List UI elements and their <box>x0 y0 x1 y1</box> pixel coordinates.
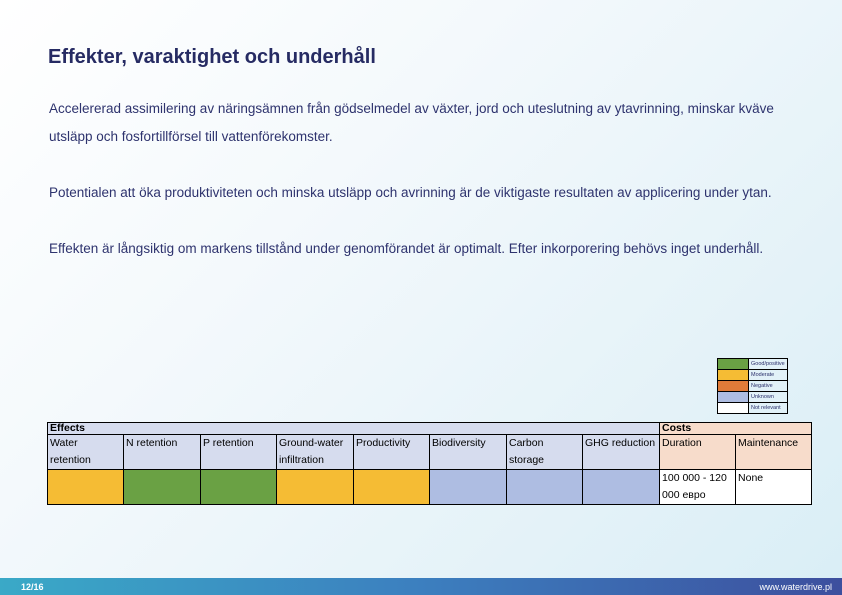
legend-label: Negative <box>749 381 788 392</box>
column-duration: Duration <box>660 435 736 470</box>
column-ghg-reduction: GHG reduction <box>583 435 660 470</box>
color-legend <box>717 358 788 414</box>
paragraph-potential: Potentialen att öka produktiviteten och minska utsläpp och avrinning är de viktigaste resultaten av applicering under ytan. <box>49 185 772 200</box>
legend-row <box>718 359 788 370</box>
paragraph-effects: Accelererad assimilering av näringsämnen från gödselmedel av växter, jord och uteslutning av ytavrinning, minskar kväve utsläpp och fosfortillförsel till vattenförekomster. <box>49 101 774 144</box>
legend-row <box>718 403 788 414</box>
rating-water-retention <box>48 470 124 505</box>
legend-row <box>718 381 788 392</box>
legend-swatch-negative <box>718 381 749 392</box>
column-maintenance: Maintenance <box>736 435 812 470</box>
legend-label: Moderate <box>749 370 788 381</box>
page-title: Effekter, varaktighet och underhåll <box>48 46 376 68</box>
table-column-row <box>48 435 812 470</box>
table-header-row <box>48 423 812 435</box>
rating-biodiversity <box>430 470 507 505</box>
column-n-retention: N retention <box>124 435 201 470</box>
value-maintenance: None <box>736 470 812 505</box>
column-water-retention: Water retention <box>48 435 124 470</box>
column-groundwater-infiltration: Ground-water infiltration <box>277 435 354 470</box>
legend-label: Unknown <box>749 392 788 403</box>
legend-label: Not relevant <box>749 403 788 414</box>
footer-url: www.waterdrive.pl <box>759 582 832 592</box>
legend-swatch-unknown <box>718 392 749 403</box>
table-value-row <box>48 470 812 505</box>
rating-productivity <box>354 470 430 505</box>
legend-swatch-not-relevant <box>718 403 749 414</box>
column-productivity: Productivity <box>354 435 430 470</box>
column-carbon-storage: Carbon storage <box>507 435 583 470</box>
rating-groundwater-infiltration <box>277 470 354 505</box>
rating-carbon-storage <box>507 470 583 505</box>
value-duration: 100 000 - 120 000 евро <box>660 470 736 505</box>
legend-swatch-moderate <box>718 370 749 381</box>
effects-costs-table <box>47 422 812 505</box>
legend-label: Good/positive <box>749 359 788 370</box>
paragraph-duration: Effekten är långsiktig om markens tillstånd under genomförandet är optimalt. Efter inkorporering behövs inget underhåll. <box>49 241 764 256</box>
legend-row <box>718 392 788 403</box>
costs-header: Costs <box>660 423 812 435</box>
legend-swatch-good <box>718 359 749 370</box>
legend-row <box>718 370 788 381</box>
effects-header: Effects <box>48 423 660 435</box>
rating-p-retention <box>201 470 277 505</box>
footer-bar <box>0 578 842 595</box>
rating-ghg-reduction <box>583 470 660 505</box>
column-biodiversity: Biodiversity <box>430 435 507 470</box>
rating-n-retention <box>124 470 201 505</box>
page-number: 12/16 <box>21 582 44 592</box>
column-p-retention: P retention <box>201 435 277 470</box>
